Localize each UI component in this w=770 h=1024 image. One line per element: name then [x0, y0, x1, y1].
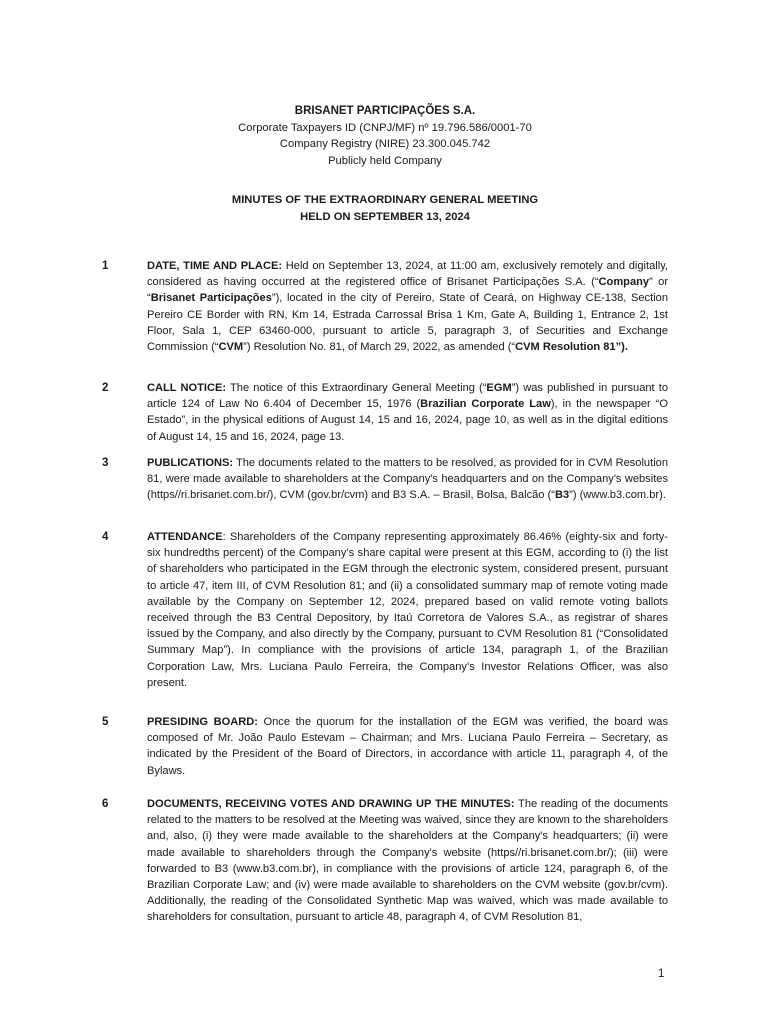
minutes-title	[0, 192, 770, 225]
section-text	[147, 380, 668, 445]
text-run: Once the quorum for the installation of the EGM was verified, the board was composed of Mr. João Paulo Estevam – Chairman; and Mrs. Luciana Paulo Ferreira – Secretary, as indicated by the President of the Board of Directors, in accordance with article 11, paragraph 4, of the Bylaws.	[147, 716, 669, 777]
text-run: : Shareholders of the Company representing approximately 86.46% (eighty-six and forty-six hundredths percent) of the Company’s share capital were present at this EGM, according to (i) the list of shareholders who participated in the EGM through the electronic system, considered present, pursuant to article 47, item III, of CVM Resolution 81; and (ii) a consolidated summary map of remote voting made available by the Company on September 12, 2024, prepared based on valid remote voting ballots received through the B3 Central Depository, by Itaú Corretora de Valores S.A., as registrar of shares issued by the Company, and also directly by the Company, pursuant to CVM Resolution 81 (“Consolidated Summary Map”). In compliance with the provisions of article 134, paragraph 1, of the Brazilian Corporation Law, Mrs. Luciana Paulo Ferreira, the Company’s Investor Relations Officer, was also present.	[147, 531, 668, 689]
minutes-title-line1: MINUTES OF THE EXTRAORDINARY GENERAL MEETING	[231, 194, 539, 206]
nire-line: Company Registry (NIRE) 23.300.045.742	[279, 138, 491, 150]
text-run: ” or “	[147, 276, 669, 305]
section-heading: PRESIDING BOARD:	[147, 716, 258, 728]
text-run: ”) was published in pursuant to article 124 of Law No 6.404 of December 15, 1976 (	[147, 382, 668, 411]
text-run: The reading of the documents related to the matters to be resolved at the Meeting was waived, since they are known to the shareholders and, also, (i) they were made available to the shareholders at the Company's headquarters; (ii) were made available to shareholders through the Company's website (https//ri.brisanet.com.br/); (iii) were forwarded to B3 (www.b3.com.br), in compliance with the provisions of article 124, paragraph 6, of the Brazilian Corporate Law; and (iv) were made available to shareholders on the CVM website (gov.br/cvm). Additionally, the reading of the Consolidated Synthetic Map was waived, which was made available to shareholders for consultation, pursuant to article 48, paragraph 4, of CVM Resolution 81,	[147, 798, 668, 924]
text-run: The notice of this Extraordinary General Meeting (“	[226, 382, 487, 394]
company-header	[0, 103, 770, 169]
section-heading: DOCUMENTS, RECEIVING VOTES AND DRAWING UP THE MINUTES:	[147, 798, 515, 810]
section-text	[147, 258, 668, 355]
section-number: 5	[102, 716, 109, 728]
defined-term: EGM	[486, 382, 512, 394]
section-heading: PUBLICATIONS:	[147, 457, 234, 469]
text-run: ”) (www.b3.com.br).	[569, 489, 666, 502]
defined-term: B3	[554, 489, 570, 502]
section-number: 2	[102, 382, 109, 394]
minutes-title-line2: HELD ON SEPTEMBER 13, 2024	[300, 210, 470, 223]
text-run: The documents related to the matters to be resolved, as provided for in CVM Resolution 81, were made available to shareholders at the Company's headquarters and on the Company's websites (https//ri.brisanet.com.br/), CVM (gov.br/cvm) and B3 S.A. – Brasil, Bolsa, Balcão (“	[147, 457, 668, 502]
defined-term: CVM Resolution 81”).	[515, 341, 628, 354]
company-type: Publicly held Company	[328, 154, 442, 167]
section-heading: ATTENDANCE	[147, 531, 223, 543]
section-text	[147, 796, 668, 926]
section-number: 4	[102, 531, 109, 543]
defined-term: Brazilian Corporate Law	[420, 398, 551, 411]
text-run: ”), located in the city of Pereiro, State of Ceará, on Highway CE-138, Section Pereiro CE Border with RN, Km 14, Estrada Carrossal Brisa 1 Km, Gate A, Building 1, Entrance 2, 1st Floor, Sala 1, CEP 63460-000, pursuant to article 5, paragraph 3, of Securities and Exchange Commission (“	[147, 292, 668, 354]
text-run: ), in the newspaper “O Estado”, in the physical editions of August 14, 15 and 16, 2024, page 10, as well as in the digital editions of August 14, 15 and 16, 2024, page 13.	[147, 398, 668, 443]
defined-term: Brisanet Participações	[150, 292, 272, 305]
section-text	[147, 455, 668, 504]
defined-term: CVM	[218, 341, 244, 354]
company-name: BRISANET PARTICIPAÇÕES S.A.	[294, 105, 476, 117]
section-heading: DATE, TIME AND PLACE:	[147, 260, 283, 272]
defined-term: Company	[598, 276, 650, 289]
section-number: 3	[102, 457, 109, 469]
text-run: Held on September 13, 2024, at 11:00 am, exclusively remotely and digitally, considered as having occurred at the registered office of Brisanet Participações S.A. (“	[147, 260, 669, 289]
section-number: 1	[102, 260, 109, 272]
page-number: 1	[658, 968, 665, 980]
cnpj-line: Corporate Taxpayers ID (CNPJ/MF) nº 19.796.586/0001-70	[238, 121, 532, 134]
section-number: 6	[102, 798, 109, 810]
section-text	[147, 529, 668, 691]
section-text	[147, 714, 668, 779]
text-run: ”) Resolution No. 81, of March 29, 2022, as amended (“	[243, 341, 516, 354]
section-heading: CALL NOTICE:	[147, 382, 227, 394]
